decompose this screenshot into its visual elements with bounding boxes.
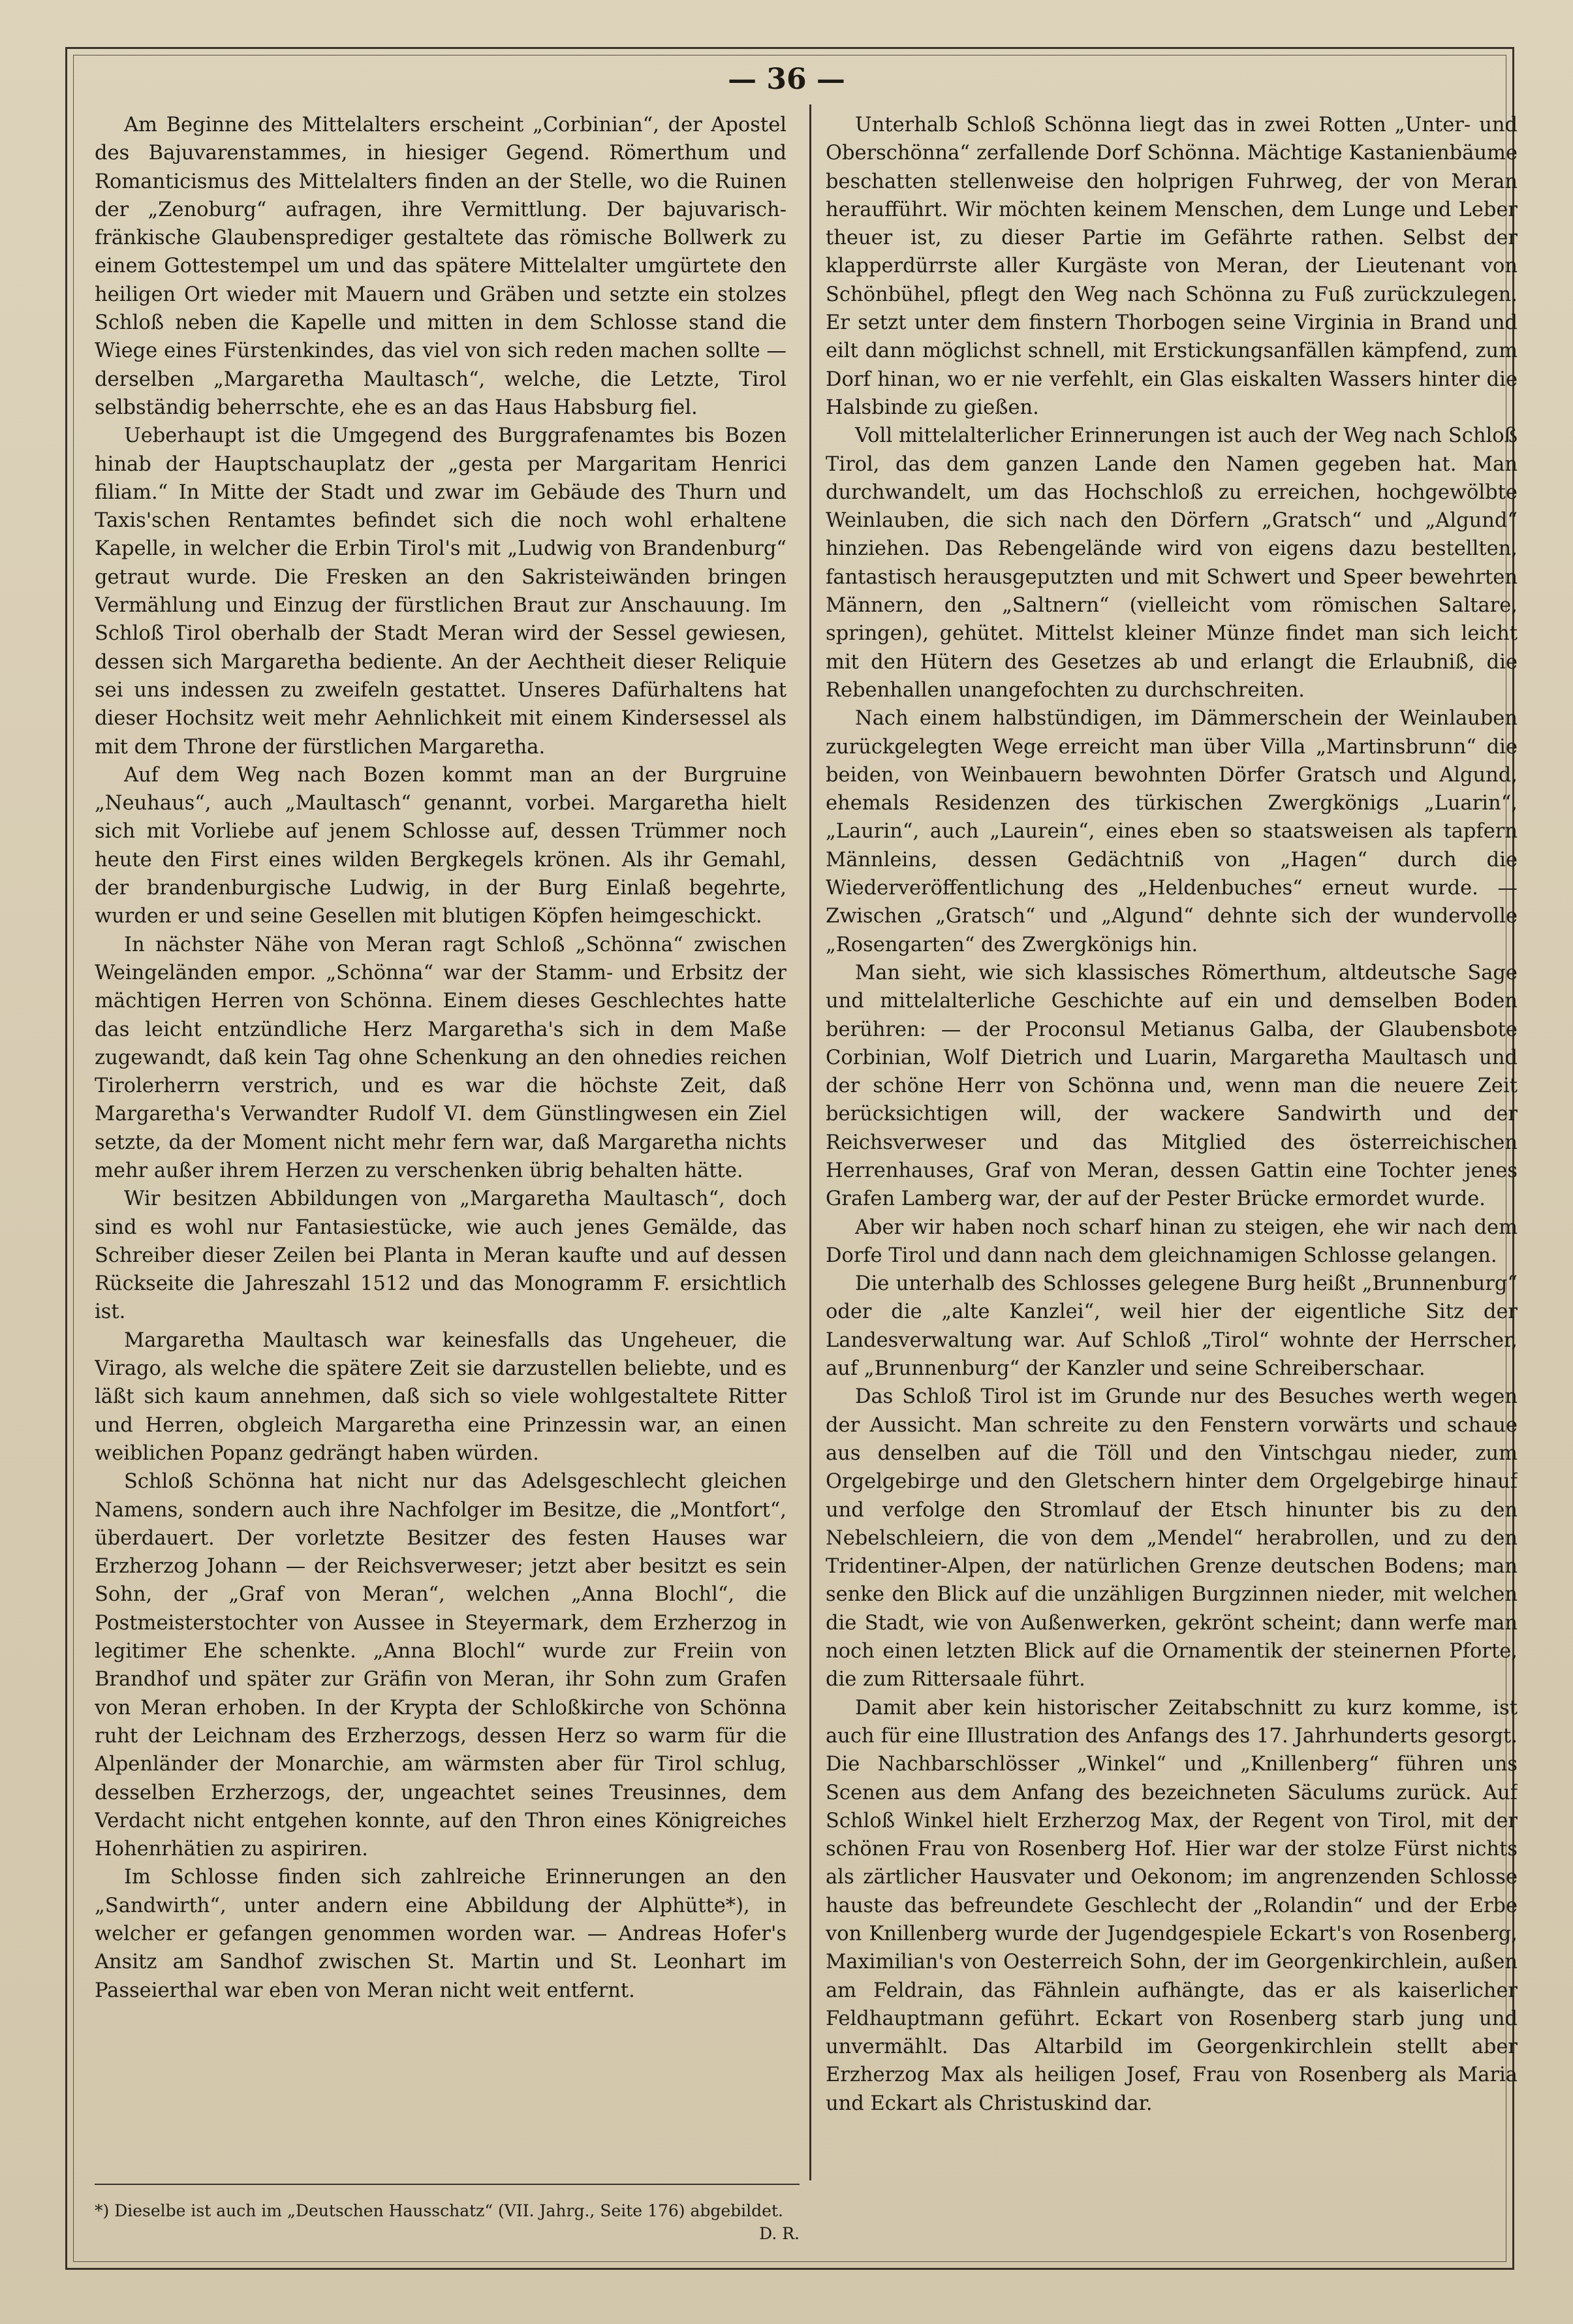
paragraph: Damit aber kein historischer Zeitabschnitt zu kurz komme, ist auch für eine Illustration des Anfangs des 17. Jahrhunderts gesorgt. Die Nachbarschlösser „Winkel“ und „Knillenberg“ führen uns Scenen aus dem Anfang des bezeichneten Säculums zurück. Auf Schloß Winkel hielt Erzherzog Max, der Regent von Tirol, mit der schönen Frau von Rosenberg Hof. Hier war der stolze Fürst nichts als zärtlicher Hausvater und Oekonom; im angrenzenden Schlosse hauste das befreundete Geschlecht der „Rolandin“ und der Erbe von Knillenberg wurde der Jugendgespiele Eckart's von Rosenberg, Maximilian's von Oesterreich Sohn, der im Georgenkirchlein, außen am Feldrain, das Fähnlein aufhängte, das er als kaiserlicher Feldhauptmann geführt. Eckart von Rosenberg starb jung und unvermählt. Das Altarbild im Georgenkirchlein stellt aber Erzherzog Max als heiligen Josef, Frau von Rosenberg als Maria und Eckart als Christuskind dar. (826, 1696, 1518, 2115)
footnote-divider (95, 2184, 800, 2185)
left-column (95, 111, 786, 2180)
paragraph: Margaretha Maultasch war keinesfalls das Ungeheuer, die Virago, als welche die spätere Zeit sie darzustellen beliebte, und es läßt sich kaum annehmen, daß sich so viele wohlgestaltete Ritter und Herren, obgleich Margaretha eine Prinzessin war, an einen weiblichen Popanz gedrängt haben würden. (95, 1328, 786, 1465)
paragraph: Aber wir haben noch scharf hinan zu steigen, ehe wir nach dem Dorfe Tirol und dann nach dem gleichnamigen Schlosse gelangen. (826, 1216, 1518, 1267)
paragraph: In nächster Nähe von Meran ragt Schloß „Schönna“ zwischen Weingeländen empor. „Schönna“ war der Stamm- und Erbsitz der mächtigen Herren von Schönna. Einem dieses Geschlechtes hatte das leicht entzündliche Herz Margaretha's sich in dem Maße zugewandt, daß kein Tag ohne Schenkung an den ohnedies reichen Tirolerherrn verstrich, und es war die höchste Zeit, daß Margaretha's Verwandter Rudolf VI. dem Günstlingwesen ein Ziel setzte, da der Moment nicht mehr fern war, daß Margaretha nichts mehr außer ihrem Herzen zu verschenken übrig behalten hätte. (95, 933, 786, 1182)
paragraph: Das Schloß Tirol ist im Grunde nur des Besuches werth wegen der Aussicht. Man schreite zu den Fenstern vorwärts und schaue aus denselben auf die Töll und den Vintschgau nieder, zum Orgelgebirge und den Gletschern hinter dem Orgelgebirge hinauf und verfolge den Stromlauf der Etsch hinunter bis zu den Nebelschleiern, die von dem „Mendel“ herabrollen, und zu den Tridentiner-Alpen, der natürlichen Grenze deutschen Bodens; man senke den Blick auf die unzähligen Burgzinnen nieder, mit welchen die Stadt, wie von Außenwerken, gekrönt scheint; dann werfe man noch einen letzten Blick auf die Ornamentik der steinernen Pforte, die zum Rittersaale führt. (826, 1385, 1518, 1691)
footnote: *) Dieselbe ist auch im „Deutschen Hausschatz“ (VII. Jahrg., Seite 176) abgebildet. (95, 2201, 783, 2220)
right-column (826, 111, 1518, 2180)
paragraph: Unterhalb Schloß Schönna liegt das in zwei Rotten „Unter- und Oberschönna“ zerfallende Dorf Schönna. Mächtige Kastanienbäume beschatten stellenweise den holprigen Fuhrweg, der von Meran heraufführt. Wir möchten keinem Menschen, dem Lunge und Leber theuer ist, zu dieser Partie im Gefährte rathen. Selbst der klapperdürrste aller Kurgäste von Meran, der Lieutenant von Schönbühel, pflegt den Weg nach Schönna zu Fuß zurückzulegen. Er setzt unter dem finstern Thorbogen seine Virginia in Brand und eilt dann möglichst schnell, mit Erstickungsanfällen kämpfend, zum Dorf hinan, wo er nie verfehlt, ein Glas eiskalten Wassers hinter die Halsbinde zu gießen. (826, 114, 1518, 419)
paragraph: Wir besitzen Abbildungen von „Margaretha Maultasch“, doch sind es wohl nur Fantasiestücke, wie auch jenes Gemälde, das Schreiber dieser Zeilen bei Planta in Meran kaufte und auf dessen Rückseite die Jahreszahl 1512 und das Monogramm F. ersichtlich ist. (95, 1187, 786, 1324)
paragraph: Schloß Schönna hat nicht nur das Adelsgeschlecht gleichen Namens, sondern auch ihre Nachfolger im Besitze, die „Montfort“, überdauert. Der vorletzte Besitzer des festen Hauses war Erzherzog Johann — der Reichsverweser; jetzt aber besitzt es sein Sohn, der „Graf von Meran“, welchen „Anna Blochl“, die Postmeisterstochter von Aussee in Steyermark, dem Erzherzog in legitimer Ehe schenkte. „Anna Blochl“ wurde zur Freiin von Brandhof und später zur Gräfin von Meran, ihr Sohn zum Grafen von Meran erhoben. In der Krypta der Schloßkirche von Schönna ruht der Leichnam des Erzherzogs, dessen Herz so warm für die Alpenländer der Monarchie, am wärmsten aber für Tirol schlug, desselben Erzherzogs, der, ungeachtet seines Treusinnes, dem Verdacht nicht entgehen konnte, auf den Thron eines Königreiches Hohenrhätien zu aspiriren. (95, 1470, 786, 1861)
page-number: — 36 — (728, 63, 845, 96)
footnote-signature: D. R. (759, 2224, 800, 2243)
paragraph: Ueberhaupt ist die Umgegend des Burggrafenamtes bis Bozen hinab der Hauptschauplatz der „gesta per Margaritam Henrici filiam.“ In Mitte der Stadt und zwar im Gebäude des Thurn und Taxis'schen Rentamtes befindet sich die noch wohl erhaltene Kapelle, in welcher die Erbin Tirol's mit „Ludwig von Brandenburg“ getraut wurde. Die Fresken an den Sakristeiwänden bringen Vermählung und Einzug der fürstlichen Braut zur Anschauung. Im Schloß Tirol oberhalb der Stadt Meran wird der Sessel gewiesen, dessen sich Margaretha bediente. An der Aechtheit dieser Reliquie sei uns indessen zu zweifeln gestattet. Unseres Dafürhaltens hat dieser Hochsitz weit mehr Aehnlichkeit mit einem Kindersessel als mit dem Throne der fürstlichen Margaretha. (95, 424, 786, 759)
paragraph: Auf dem Weg nach Bozen kommt man an der Burgruine „Neuhaus“, auch „Maultasch“ genannt, vorbei. Margaretha hielt sich mit Vorliebe auf jenem Schlosse auf, dessen Trümmer noch heute den First eines wilden Bergkegels krönen. Als ihr Gemahl, der brandenburgische Ludwig, in der Burg Einlaß begehrte, wurden er und seine Gesellen mit blutigen Köpfen heimgeschickt. (95, 763, 786, 928)
paragraph: Man sieht, wie sich klassisches Römerthum, altdeutsche Sage und mittelalterliche Geschichte auf ein und demselben Boden berühren: — der Proconsul Metianus Galba, der Glaubensbote Corbinian, Wolf Dietrich und Luarin, Margaretha Maultasch und der schöne Herr von Schönna und, wenn man die neuere Zeit berücksichtigen will, der wackere Sandwirth und der Reichsverweser und das Mitglied des österreichischen Herrenhauses, Graf von Meran, dessen Gattin eine Tochter jenes Grafen Lamberg war, der auf der Pester Brücke ermordet wurde. (826, 961, 1518, 1211)
paragraph: Im Schlosse finden sich zahlreiche Erinnerungen an den „Sandwirth“, unter andern eine Abbildung der Alphütte*), in welcher er gefangen genommen worden war. — Andreas Hofer's Ansitz am Sandhof zwischen St. Martin und St. Leonhart im Passeierthal war eben von Meran nicht weit entfernt. (95, 1866, 786, 2002)
paragraph: Am Beginne des Mittelalters erscheint „Corbinian“, der Apostel des Bajuvarenstammes, in hiesiger Gegend. Römerthum und Romanticismus des Mittelalters finden an der Stelle, wo die Ruinen der „Zenoburg“ aufragen, ihre Vermittlung. Der bajuvarisch-fränkische Glaubensprediger gestaltete das römische Bollwerk zu einem Gottestempel um und das spätere Mittelalter umgürtete den heiligen Ort wieder mit Mauern und Gräben und setzte ein stolzes Schloß neben die Kapelle und mitten in dem Schlosse stand die Wiege eines Fürstenkindes, das viel von sich reden machen sollte — derselben „Margaretha Maultasch“, welche, die Letzte, Tirol selbständig beherrschte, ehe es an das Haus Habsburg fiel. (95, 114, 786, 419)
column-divider (809, 104, 811, 2180)
paragraph: Voll mittelalterlicher Erinnerungen ist auch der Weg nach Schloß Tirol, das dem ganzen Lande den Namen gegeben hat. Man durchwandelt, um das Hochschloß zu erreichen, hochgewölbte Weinlauben, die sich nach den Dörfern „Gratsch“ und „Algund“ hinziehen. Das Rebengelände wird von eigens dazu bestellten, fantastisch herausgeputzten und mit Schwert und Speer bewehrten Männern, den „Saltnern“ (vielleicht vom römischen Saltare, springen), gehütet. Mittelst kleiner Münze findet man sich leicht mit den Hütern des Gesetzes ab und erlangt die Erlaubniß, die Rebenhallen unangefochten zu durchschreiten. (826, 424, 1518, 702)
paragraph: Nach einem halbstündigen, im Dämmerschein der Weinlauben zurückgelegten Wege erreicht man über Villa „Martinsbrunn“ die beiden, von Weinbauern bewohnten Dörfer Gratsch und Algund, ehemals Residenzen des türkischen Zwergkönigs „Luarin“, „Laurin“, auch „Laurein“, eines eben so staatsweisen als tapfern Männleins, dessen Gedächtniß von „Hagen“ durch die Wiederveröffentlichung des „Heldenbuches“ erneut wurde. — Zwischen „Gratsch“ und „Algund“ dehnte sich der wundervolle „Rosengarten“ des Zwergkönigs hin. (826, 707, 1518, 956)
paragraph: Die unterhalb des Schlosses gelegene Burg heißt „Brunnenburg“ oder die „alte Kanzlei“, weil hier der eigentliche Sitz der Landesverwaltung war. Auf Schloß „Tirol“ wohnte der Herrscher, auf „Brunnenburg“ der Kanzler und seine Schreiberschaar. (826, 1272, 1518, 1381)
